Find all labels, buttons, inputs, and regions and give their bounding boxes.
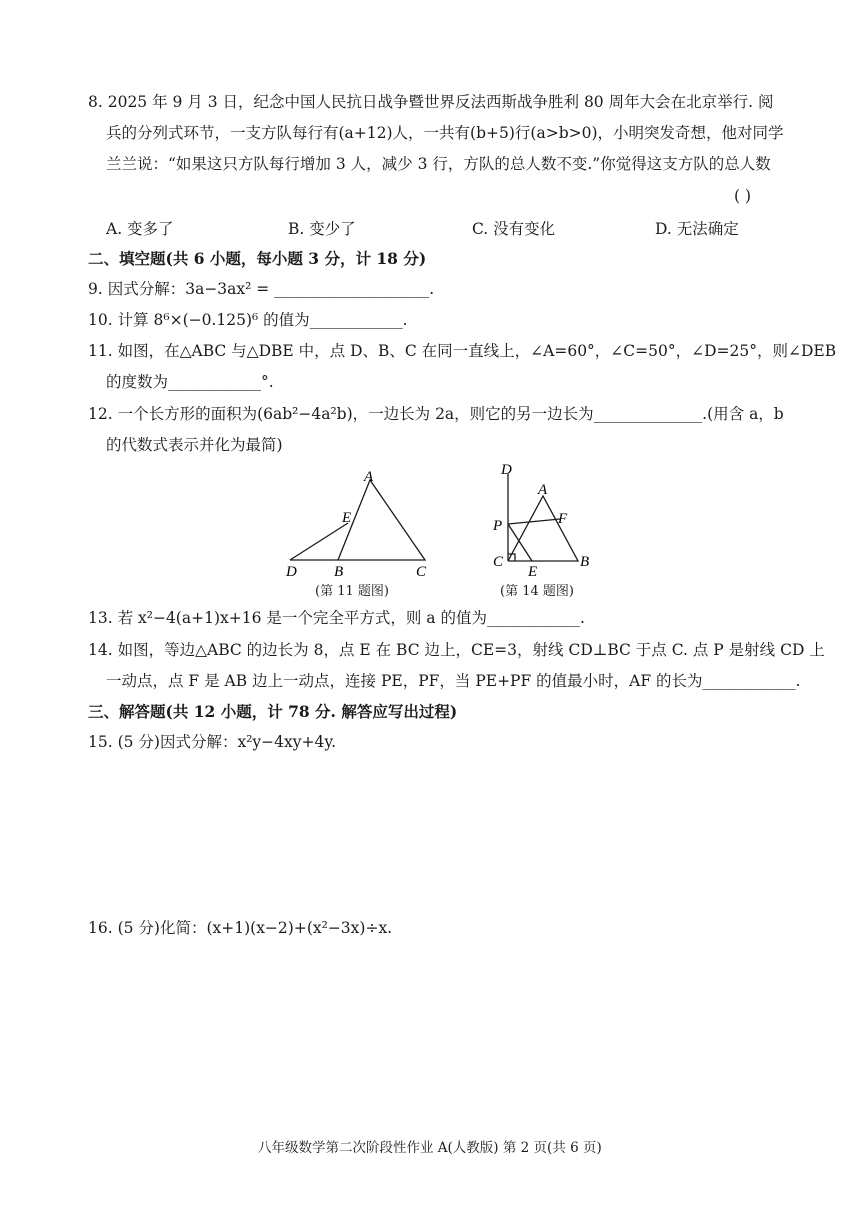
q14-line2: 一动点，点 F 是 AB 边上一动点，连接 PE，PF，当 PE+PF 的值最小时，AF 的长为____________. — [106, 672, 801, 690]
page-footer: 八年级数学第二次阶段性作业 A(人教版) 第 2 页(共 6 页) — [258, 1140, 602, 1156]
section-fill-in-heading: 二、填空题(共 6 小题，每小题 3 分，计 18 分) — [88, 249, 427, 268]
q8-line1: 8. 2025 年 9 月 3 日，纪念中国人民抗日战争暨世界反法西斯战争胜利 80 周年大会在北京举行. 阅 — [88, 93, 774, 111]
label-a: A — [538, 482, 548, 498]
q9: 9. 因式分解：3a−3ax² = ____________________. — [88, 280, 435, 298]
q8-choice-d: D. 无法确定 — [655, 220, 739, 238]
q12-line2: 的代数式表示并化为最简) — [106, 436, 283, 454]
section-solution-heading: 三、解答题(共 12 小题，计 78 分. 解答应写出过程) — [88, 702, 458, 721]
q12-line1: 12. 一个长方形的面积为(6ab²−4a²b)，一边长为 2a，则它的另一边长为______________.(用含 a，b — [88, 405, 784, 423]
q11-line1: 11. 如图，在△ABC 与△DBE 中，点 D、B、C 在同一直线上，∠A=60°，∠C=50°，∠D=25°，则∠DEB — [88, 342, 837, 360]
label-b: B — [580, 554, 590, 570]
triangle-abc — [290, 480, 425, 560]
q11-line2: 的度数为____________°. — [106, 373, 274, 391]
figure-14 — [488, 458, 598, 584]
q8-answer-bracket: ( ) — [734, 187, 752, 205]
q8-choice-c: C. 没有变化 — [472, 220, 556, 238]
label-a: A — [364, 470, 374, 485]
label-b: B — [334, 564, 344, 580]
figure-11 — [280, 470, 440, 584]
figure-14-diagram — [488, 458, 598, 580]
q14-line1: 14. 如图，等边△ABC 的边长为 8，点 E 在 BC 边上，CE=3，射线 CD⊥BC 于点 C. 点 P 是射线 CD 上 — [88, 641, 825, 659]
q10: 10. 计算 8⁶×(−0.125)⁶ 的值为____________. — [88, 311, 408, 329]
label-d: D — [501, 462, 512, 478]
q13: 13. 若 x²−4(a+1)x+16 是一个完全平方式，则 a 的值为____________. — [88, 609, 585, 627]
label-p: P — [493, 518, 503, 534]
q8-line3: 兰兰说：“如果这只方队每行增加 3 人，减少 3 行，方队的总人数不变.”你觉得这支方队的总人数 — [106, 155, 771, 173]
q15: 15. (5 分)因式分解：x²y−4xy+4y. — [88, 733, 336, 751]
label-e: E — [528, 564, 538, 580]
figure-11-caption: (第 11 题图) — [315, 584, 389, 599]
q8-choice-a: A. 变多了 — [106, 220, 174, 238]
q8-line2: 兵的分列式环节，一支方队每行有(a+12)人，一共有(b+5)行(a>b>0)，小明突发奇想，他对同学 — [106, 124, 784, 142]
q8-choice-b: B. 变少了 — [288, 220, 356, 238]
figure-14-caption: (第 14 题图) — [500, 584, 574, 599]
label-c: C — [493, 554, 504, 570]
segment-de — [290, 523, 348, 560]
label-f: F — [558, 511, 568, 527]
figure-11-diagram — [280, 470, 440, 580]
label-c: C — [416, 564, 427, 580]
label-d: D — [286, 564, 297, 580]
q16: 16. (5 分)化简：(x+1)(x−2)+(x²−3x)÷x. — [88, 919, 393, 937]
triangle-abc — [508, 496, 578, 561]
label-e: E — [342, 510, 352, 526]
segment-pf — [508, 519, 560, 524]
